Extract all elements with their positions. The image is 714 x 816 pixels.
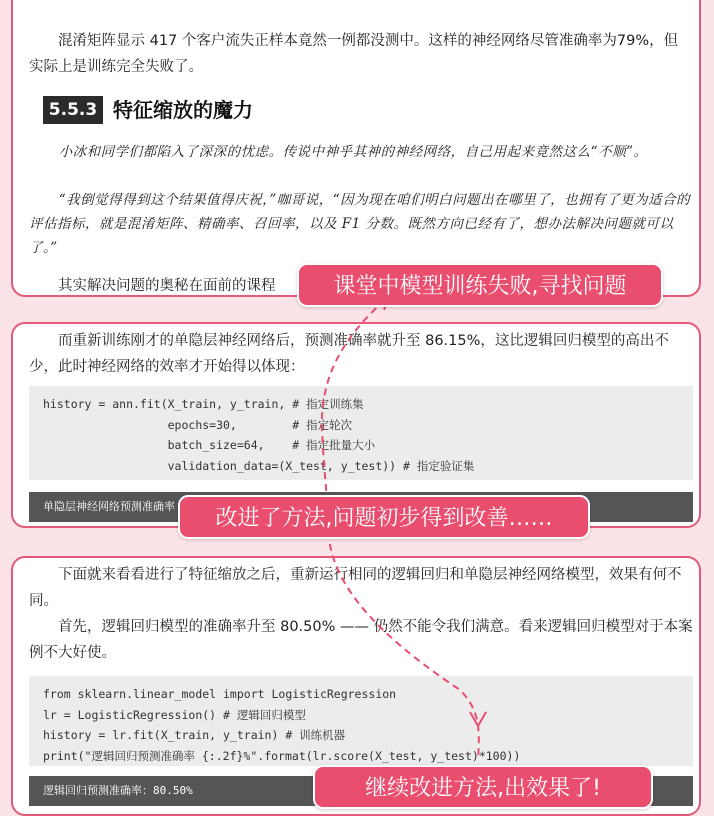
callout-continue-improve: 继续改进方法,出效果了! (313, 765, 653, 809)
code-line: validation_data=(X_test, y_test)) # 指定验证集 (43, 458, 475, 473)
section-number: 5.5.3 (43, 96, 103, 124)
paragraph-feature-scaling: 下面就来看看进行了特征缩放之后，重新运行相同的逻辑回归和单隐层神经网络模型，效果有何不同。 (29, 567, 682, 609)
paragraph-confusion-matrix: 混淆矩阵显示 417 个客户流失正样本竟然一例都没测中。这样的神经网络尽管准确率为79%，但实际上是训练完全失败了。 (29, 33, 679, 75)
callout-find-problem: 课堂中模型训练失败,寻找问题 (297, 263, 663, 307)
arrow-head-3 (470, 712, 486, 726)
paragraph-solution-intro: 其实解决问题的奥秘在面前的课程 (58, 278, 276, 294)
output-ann-accuracy: 单隐层神经网络预测准确率 (29, 492, 693, 522)
callout-improved-method: 改进了方法,问题初步得到改善…… (178, 495, 590, 539)
code-line: history = lr.fit(X_train, y_train) # 训练机器 (43, 728, 346, 742)
section-title: 特征缩放的魔力 (113, 98, 253, 122)
code-line: print("逻辑回归预测准确率 {:.2f}%".format(lr.score(X_test, y_test)*100)) (43, 748, 521, 763)
code-line: history = ann.fit(X_train, y_train, # 指定训练集 (43, 397, 364, 411)
code-line: epochs=30, # 指定轮次 (43, 417, 353, 432)
paragraph-ann-accuracy: 而重新训练刚才的单隐层神经网络后，预测准确率就升至 86.15%，这比逻辑回归模型的高出不少，此时神经网络的效率才开始得以体现： (29, 333, 669, 375)
code-line: from sklearn.linear_model import LogisticRegression (43, 687, 397, 701)
story-paragraph-2: “我倒觉得得到这个结果值得庆祝，”咖哥说，“因为现在咱们明白问题出在哪里了，也拥有了更为适合的评估指标，就是混淆矩阵、精确率、召回率，以及 F1 分数。既然方向已经有了，想办法解决问题就可以了。” (29, 192, 691, 256)
code-line: batch_size=64, # 指定批量大小 (43, 438, 376, 452)
paragraph-logistic-regression: 首先，逻辑回归模型的准确率升至 80.50% —— 仍然不能令我们满意。看来逻辑回归模型对于本案例不大好使。 (29, 619, 693, 661)
output-lr-accuracy: 逻辑回归预测准确率：80.50% (29, 776, 693, 806)
code-line: lr = LogisticRegression() # 逻辑回归模型 (43, 707, 306, 722)
story-paragraph-1: 小冰和同学们都陷入了深深的忧虑。传说中神乎其神的神经网络，自己用起来竟然这么“不顺”。 (58, 144, 648, 160)
